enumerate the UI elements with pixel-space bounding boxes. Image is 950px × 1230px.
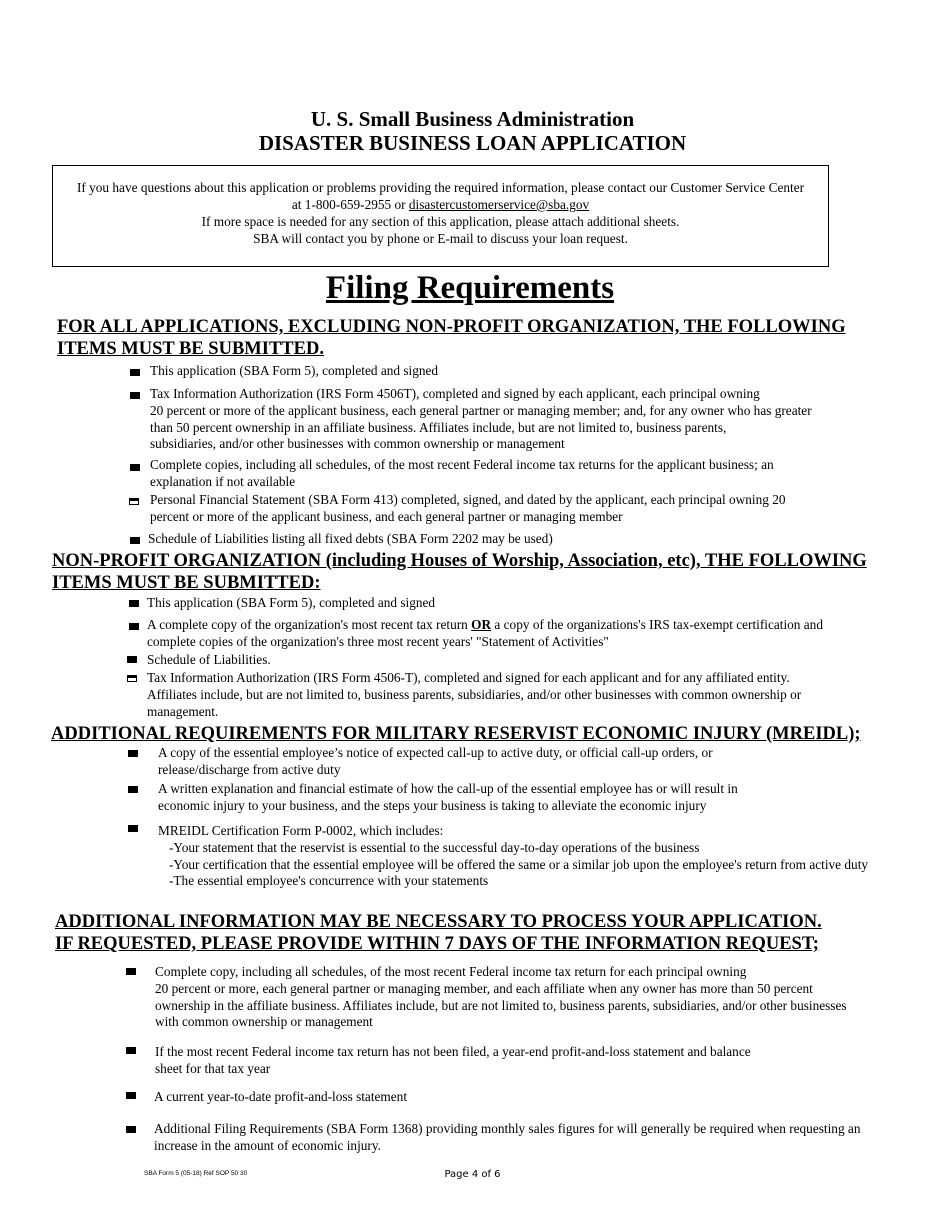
s1-item-5 xyxy=(148,531,553,548)
s4-item-3 xyxy=(154,1089,407,1106)
info-line-4: SBA will contact you by phone or E-mail to discuss your loan request. xyxy=(253,231,628,246)
bullet-icon xyxy=(126,1092,136,1099)
bullet-icon xyxy=(128,825,138,832)
section1-heading xyxy=(57,316,846,360)
s1-item-1 xyxy=(150,363,438,380)
bullet-icon xyxy=(126,1126,136,1133)
info-line-2 xyxy=(53,196,828,213)
s2-item-4-line3: management. xyxy=(147,703,219,719)
section2-heading xyxy=(52,550,867,594)
s1-item-3-line2: explanation if not available xyxy=(150,473,296,489)
info-box xyxy=(52,165,829,267)
bullet-icon xyxy=(130,369,140,376)
s4-item-4-line2: increase in the amount of economic injury. xyxy=(154,1137,381,1153)
bullet-icon xyxy=(128,750,138,757)
bullet-icon xyxy=(130,537,140,544)
section4-heading-line2: IF REQUESTED, PLEASE PROVIDE WITHIN 7 DAYS OF THE INFORMATION REQUEST; xyxy=(55,934,819,954)
s4-item-1-line4: with common ownership or management xyxy=(155,1014,373,1030)
bullet-icon xyxy=(126,1047,136,1054)
mreidl-item-line: MREIDL Certification Form P-0002, which includes: xyxy=(158,823,444,838)
mreidl-sub-1: -Your statement that the reservist is essential to the successful day-to-day operations of the business xyxy=(169,839,700,855)
s4-item-2-line1: If the most recent Federal income tax return has not been filed, a year-end profit-and-loss statement and balance xyxy=(155,1044,751,1059)
s2-item-4-line1: Tax Information Authorization (IRS Form 4506-T), completed and signed for each applicant and for any affiliated entity. xyxy=(147,670,790,685)
bullet-icon xyxy=(130,392,140,399)
customer-service-email-link[interactable]: disastercustomerservice@sba.gov xyxy=(408,197,590,212)
s3-item-1-line2: release/discharge from active duty xyxy=(158,761,341,777)
s3-item-2 xyxy=(158,781,738,815)
info-line-2-prefix: at 1-800-659-2955 or xyxy=(291,197,409,212)
s2-item-4 xyxy=(147,670,801,720)
s2-item-2 xyxy=(147,617,823,651)
section4-heading xyxy=(55,911,822,955)
s4-item-4-line1: Additional Filing Requirements (SBA Form 1368) providing monthly sales figures for will generally be required when requesting an xyxy=(154,1121,861,1136)
s1-item-2 xyxy=(150,386,812,453)
section1-heading-line2: ITEMS MUST BE SUBMITTED. xyxy=(57,339,324,359)
bullet-icon xyxy=(128,786,138,793)
section4-heading-line1: ADDITIONAL INFORMATION MAY BE NECESSARY TO PROCESS YOUR APPLICATION. xyxy=(55,912,822,932)
page-number: Page 4 of 6 xyxy=(444,1169,501,1180)
s2-item-3: Schedule of Liabilities. xyxy=(147,652,271,667)
agency-title: U. S. Small Business Administration xyxy=(310,107,635,131)
s2-item-2-line2: complete copies of the organization's three most recent years' "Statement of Activities" xyxy=(147,633,609,649)
bullet-icon xyxy=(129,623,139,630)
mreidl-sub-3: -The essential employee's concurrence with your statements xyxy=(169,873,489,889)
section3-heading: ADDITIONAL REQUIREMENTS FOR MILITARY RESERVIST ECONOMIC INJURY (MREIDL); xyxy=(51,724,861,744)
section2-heading-line1: NON-PROFIT ORGANIZATION (including Houses of Worship, Association, etc), THE FOLLOWING xyxy=(52,551,867,571)
bullet-icon xyxy=(126,968,136,975)
bullet-icon xyxy=(129,600,139,607)
s1-item-5-line1: Schedule of Liabilities listing all fixed debts (SBA Form 2202 may be used) xyxy=(148,531,553,546)
s4-item-3-line1: A current year-to-date profit-and-loss statement xyxy=(154,1089,408,1104)
info-line-1: If you have questions about this application or problems providing the required information, please contact our Customer Service Center xyxy=(76,180,805,195)
form-reference: SBA Form 5 (05-18) Ref SOP 50 30 xyxy=(144,1170,248,1177)
section2-heading-line2: ITEMS MUST BE SUBMITTED: xyxy=(52,573,321,593)
s1-item-3 xyxy=(150,457,774,491)
s3-item-1 xyxy=(158,745,713,779)
s4-item-1-line2: 20 percent or more, each general partner or managing member, and each affiliate when any owner has more than 50 percent xyxy=(155,980,813,996)
s2-item-2-text-b: a copy of the organizations's IRS tax-exempt certification and xyxy=(491,617,823,632)
s1-item-2-line1: Tax Information Authorization (IRS Form 4506T), completed and signed by each applicant, each principal owning xyxy=(150,386,760,401)
form-title: DISASTER BUSINESS LOAN APPLICATION xyxy=(258,131,687,155)
mreidl-sub-2: -Your certification that the essential employee will be offered the same or a similar job upon the employee's return from active duty xyxy=(169,856,869,872)
bullet-icon xyxy=(129,498,139,505)
s1-item-4-line2: percent or more of the applicant business, and each general partner or managing member xyxy=(150,508,623,524)
s2-item-2-text-a: A complete copy of the organization's most recent tax return xyxy=(147,617,472,632)
s4-item-4 xyxy=(154,1121,860,1155)
bullet-icon xyxy=(127,656,137,663)
s3-item-2-line2: economic injury to your business, and the steps your business is taking to alleviate the economic injury xyxy=(158,797,707,813)
s4-item-2-line2: sheet for that tax year xyxy=(155,1060,271,1076)
s3-item-1-line1: A copy of the essential employee’s notice of expected call-up to active duty, or official call-up orders, or xyxy=(158,745,713,760)
s2-item-4-line2: Affiliates include, but are not limited to, business parents, subsidiaries, and/or other businesses with common ownership or xyxy=(147,686,802,702)
s1-item-2-line2: 20 percent or more of the applicant business, each general partner or managing member; and, for any owner who has greater xyxy=(150,402,812,418)
s1-item-2-line3: than 50 percent ownership in an affiliate business. Affiliates include, but are not limited to, business parents, xyxy=(150,419,727,435)
s1-item-2-line4: subsidiaries, and/or other businesses with common ownership or management xyxy=(150,436,565,452)
s1-item-1-line1: This application (SBA Form 5), completed and signed xyxy=(150,363,439,378)
section1-heading-line1: FOR ALL APPLICATIONS, EXCLUDING NON-PROFIT ORGANIZATION, THE FOLLOWING xyxy=(57,317,846,337)
page-title: Filing Requirements xyxy=(325,270,615,306)
s2-item-2-or: OR xyxy=(471,617,492,632)
bullet-icon xyxy=(130,464,140,471)
info-line-3: If more space is needed for any section of this application, please attach additional sheets. xyxy=(201,214,680,229)
s1-item-4 xyxy=(150,492,786,526)
s1-item-3-line1: Complete copies, including all schedules, of the most recent Federal income tax returns for the applicant business; an xyxy=(150,457,774,472)
s2-item-1: This application (SBA Form 5), completed and signed xyxy=(147,595,436,610)
s4-item-1-line3: ownership in the affiliate business. Affiliates include, but are not limited to, business parents, subsidiaries, and/or other businesses xyxy=(155,997,847,1013)
s3-item-2-line1: A written explanation and financial estimate of how the call-up of the essential employee has or will result in xyxy=(158,781,738,796)
bullet-icon xyxy=(127,675,137,682)
s4-item-1 xyxy=(155,964,847,1031)
s3-item-3 xyxy=(158,823,868,890)
s4-item-1-line1: Complete copy, including all schedules, of the most recent Federal income tax return for each principal owning xyxy=(155,964,747,979)
s2-item-2-line1 xyxy=(147,617,823,634)
s4-item-2 xyxy=(155,1044,751,1078)
s1-item-4-line1: Personal Financial Statement (SBA Form 413) completed, signed, and dated by the applicant, each principal owning 20 xyxy=(150,492,786,507)
